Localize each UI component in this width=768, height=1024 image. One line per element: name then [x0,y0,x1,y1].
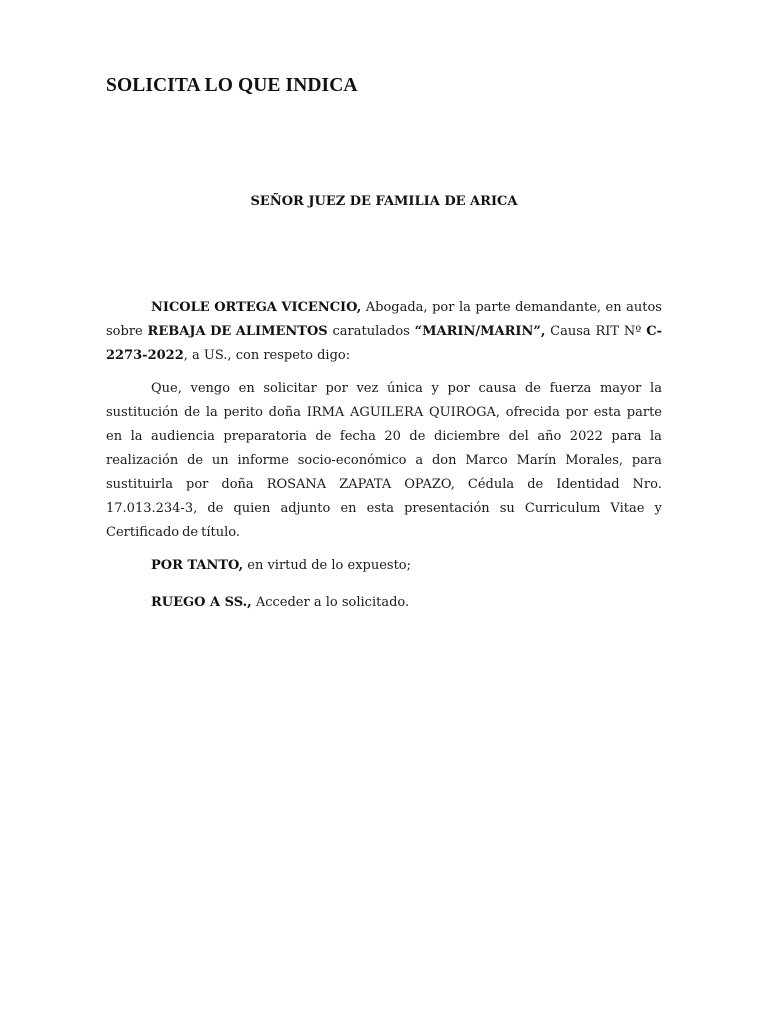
case-number-part: C- [646,324,662,339]
paragraph-word: título. [201,525,240,540]
paragraph-word: por [565,405,588,420]
paragraph-word: solicitar [263,381,317,396]
paragraph-word: la [649,429,662,444]
ruego-line [151,591,409,615]
paragraph-word: sustitución [106,405,179,420]
paragraph-word: 2022 [569,429,603,444]
paragraph-word: 17.013.234-3, [106,501,198,516]
paragraph-word: caratulados [332,324,410,339]
paragraph-word: en [238,381,255,396]
paragraph-word: de [207,501,224,516]
paragraph-word: de [524,381,541,396]
paragraph-word: realización [106,453,179,468]
paragraph-word: doña [221,477,254,492]
paragraph-word: parte [626,405,662,420]
paragraph-word: por [447,381,470,396]
paragraph-word: en [340,501,357,516]
paragraph-introduction [106,296,662,368]
paragraph-word: su [499,501,515,516]
paragraph-word: a [415,453,424,468]
paragraph-word: causa [478,381,517,396]
paragraph-word: única [386,381,423,396]
paragraph-line [106,344,662,368]
paragraph-word: para [611,429,642,444]
paragraph-word: audiencia [151,429,215,444]
paragraph-word: ofrecida [505,405,560,420]
paragraph-word: ZAPATA [339,477,392,492]
paragraph-word: en [106,429,123,444]
paragraph-word: quien [233,501,271,516]
paragraph-word: Identidad [556,477,620,492]
case-caption: “MARIN/MARIN”, [414,324,546,339]
paragraph-word: don [431,453,457,468]
paragraph-word: preparatoria [223,429,307,444]
paragraph-line [106,449,662,473]
paragraph-word: informe [237,453,289,468]
paragraph-word: sobre [106,324,143,339]
paragraph-word: Que, [151,381,182,396]
case-number-part: 2273-2022 [106,348,184,363]
paragraph-word: demandante, [515,300,602,315]
paragraph-line [106,296,662,320]
paragraph-word: Marín [516,453,557,468]
addressee-heading: SEÑOR JUEZ DE FAMILIA DE ARICA [250,194,518,209]
paragraph-line [106,521,662,545]
paragraph-word: Certificado [106,525,180,540]
paragraph-word: fecha [339,429,376,444]
paragraph-text: , a US., con respeto digo: [183,348,351,363]
paragraph-word: Cédula [467,477,515,492]
paragraph-word: Nº [623,324,642,339]
paragraph-word: de [315,429,332,444]
paragraph-word: mayor [599,381,642,396]
paragraph-line [106,425,662,449]
paragraph-line [106,497,662,521]
paragraph-line [106,401,662,425]
paragraph-word: vengo [190,381,231,396]
paragraph-word: Causa [550,324,591,339]
paragraph-word: doña [268,405,301,420]
paragraph-word: para [631,453,662,468]
paragraph-line [106,473,662,497]
paragraph-word: OPAZO, [404,477,455,492]
paragraph-word: vez [356,381,379,396]
paragraph-word: QUIROGA, [428,405,501,420]
por-tanto-line [151,554,411,578]
paragraph-word: en [605,300,622,315]
paragraph-word: Marco [465,453,508,468]
paragraph-word: la [650,381,662,396]
paragraph-word: adjunto [280,501,331,516]
paragraph-word: esta [366,501,394,516]
paragraph-word: Morales, [565,453,623,468]
paragraph-word: de [184,405,201,420]
lawyer-name: NICOLE ORTEGA VICENCIO, [151,300,362,315]
paragraph-word: la [205,405,218,420]
paragraph-word: y [654,501,662,516]
paragraph-word: AGUILERA [350,405,424,420]
paragraph-word: IRMA [306,405,345,420]
paragraph-word: diciembre [433,429,501,444]
document-title: SOLICITA LO QUE INDICA [106,75,358,96]
paragraph-word: socio-económico [297,453,407,468]
paragraph-word: de [409,429,426,444]
paragraph-word: Nro. [632,477,662,492]
paragraph-line [106,320,662,344]
paragraph-request [106,377,662,545]
paragraph-word: sustituirla [106,477,173,492]
paragraph-word: de [527,477,544,492]
case-subject: REBAJA DE ALIMENTOS [147,324,328,339]
paragraph-word: RIT [595,324,620,339]
paragraph-word: ROSANA [266,477,327,492]
paragraph-line [106,377,662,401]
paragraph-word: la [130,429,143,444]
paragraph-word: Abogada, [365,300,428,315]
paragraph-word: Curriculum [524,501,601,516]
paragraph-word: y [431,381,439,396]
paragraph-word: año [537,429,562,444]
paragraph-word: un [211,453,229,468]
ruego-label: RUEGO A SS., [151,595,252,610]
paragraph-word: del [508,429,529,444]
paragraph-word: perito [223,405,263,420]
paragraph-word: presentación [404,501,490,516]
paragraph-word: de [187,453,204,468]
paragraph-word: de [182,525,199,540]
paragraph-word: Vitae [610,501,645,516]
paragraph-word: parte [475,300,511,315]
por-tanto-text: en virtud de lo expuesto; [247,558,412,573]
paragraph-word: por [186,477,209,492]
paragraph-word: autos [626,300,662,315]
paragraph-word: esta [593,405,622,420]
paragraph-word: por [325,381,348,396]
por-tanto-label: POR TANTO, [151,558,244,573]
paragraph-word: la [458,300,471,315]
paragraph-word: 20 [384,429,401,444]
paragraph-word: fuerza [549,381,592,396]
paragraph-word: por [432,300,455,315]
ruego-text: Acceder a lo solicitado. [255,595,410,610]
